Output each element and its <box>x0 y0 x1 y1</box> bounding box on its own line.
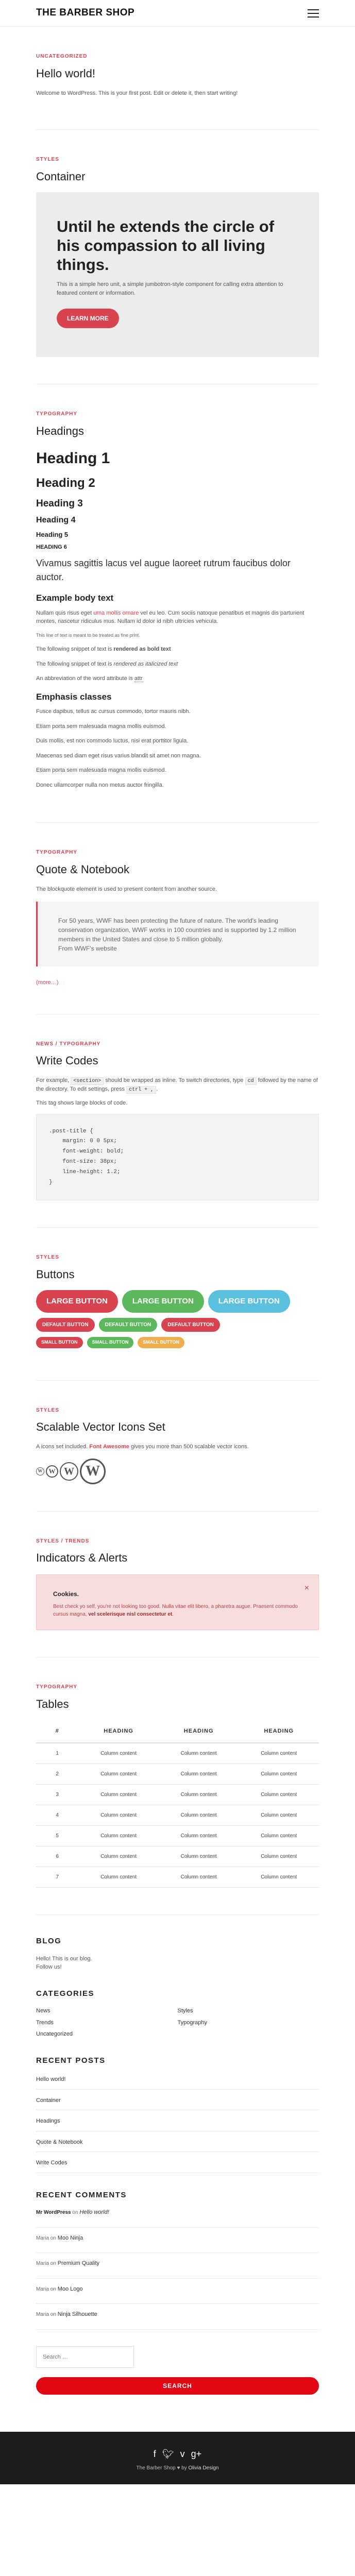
post-tables <box>36 1657 319 1915</box>
example-body-title: Example body text <box>36 593 114 603</box>
heart-icon: ♥ <box>177 2465 180 2471</box>
footer-credit: The Barber Shop ♥ by Olivia Design <box>136 2465 219 2471</box>
lead-text: Vivamus sagittis lacus vel augue laoreet rutrum faucibus dolor auctor. <box>36 558 291 583</box>
post-title[interactable]: Tables <box>36 1697 69 1710</box>
table-cell: Column content <box>239 1846 319 1867</box>
text-primary: Etiam porta sem malesuada magna mollis euismod. <box>36 723 166 730</box>
table-cell: Column content <box>78 1846 159 1867</box>
hero-text: This is a simple hero unit, a simple jumbotron-style component for calling extra attention to featured content or information. <box>57 281 283 296</box>
vimeo-icon[interactable]: v <box>180 2448 185 2459</box>
close-icon[interactable]: × <box>304 1584 309 1593</box>
table-cell: Column content <box>159 1785 239 1805</box>
data-table <box>36 1720 319 1888</box>
search-button[interactable]: SEARCH <box>36 2377 319 2395</box>
heading-2: Heading 2 <box>36 476 95 490</box>
recent-comments-widget <box>36 2190 319 2330</box>
post-icons <box>36 1381 319 1512</box>
icons-description: A icons set included. Font Awesome gives you more than 500 scalable vector icons. <box>36 1444 249 1450</box>
default-green-button[interactable]: DEFAULT BUTTON <box>99 1318 158 1332</box>
table-cell: Column content <box>159 1764 239 1785</box>
search-input[interactable] <box>36 2346 134 2368</box>
post-alerts <box>36 1512 319 1658</box>
post-category[interactable]: STYLES <box>36 157 59 162</box>
table-cell: Column content <box>239 1743 319 1764</box>
post-title[interactable]: Buttons <box>36 1267 75 1281</box>
widget-title: RECENT POSTS <box>36 2056 106 2065</box>
small-red-button[interactable]: SMALL BUTTON <box>36 1337 83 1348</box>
column-header: # <box>36 1720 78 1743</box>
widget-title: BLOG <box>36 1937 62 1946</box>
body-link[interactable]: urna mollis ornare <box>93 609 139 616</box>
wordpress-icon: W <box>60 1462 78 1481</box>
quote-cite: From WWF's website <box>58 945 117 953</box>
table-cell: Column content <box>78 1867 159 1888</box>
blockquote <box>36 902 319 967</box>
emphasis-title: Emphasis classes <box>36 691 112 702</box>
default-red-button[interactable]: DEFAULT BUTTON <box>36 1318 95 1332</box>
row-number: 4 <box>36 1805 78 1826</box>
designer-link[interactable]: Olivia Design <box>188 2465 219 2471</box>
text-info: Maecenas sed diam eget risus varius blandit sit amet non magna. <box>36 752 201 759</box>
table-row <box>36 1826 319 1846</box>
category-link-typography[interactable]: Typography <box>177 2019 207 2026</box>
font-awesome-link[interactable]: Font Awesome <box>89 1444 129 1450</box>
sidebar-widgets <box>36 1915 319 2432</box>
post-container <box>36 130 319 384</box>
post-category[interactable]: UNCATEGORIZED <box>36 54 88 59</box>
post-title[interactable]: Write Codes <box>36 1054 98 1067</box>
code-block: .post-title { margin: 0 0 5px; font-weight: bold; font-size: 38px; line-height: 1.2; } <box>36 1114 319 1201</box>
post-buttons <box>36 1228 319 1381</box>
category-link-uncategorized[interactable]: Uncategorized <box>36 2031 73 2038</box>
post-category[interactable]: STYLES <box>36 1407 59 1413</box>
text-muted: Fusce dapibus, tellus ac cursus commodo, tortor mauris nibh. <box>36 708 191 715</box>
column-header: HEADING <box>159 1720 239 1743</box>
small-green-button[interactable]: SMALL BUTTON <box>87 1337 134 1348</box>
recent-post-link[interactable]: Hello world! <box>36 2076 66 2083</box>
heading-3: Heading 3 <box>36 498 83 509</box>
table-cell: Column content <box>159 1826 239 1846</box>
comment-item: Maria on Moo Logo <box>36 2279 319 2304</box>
body-paragraph: Nullam quis risus eget urna mollis ornare vel eu leo. Cum sociis natoque penatibus et magnis dis parturient montes, nascetur ridiculus mus. Nullam id dolor id nibh ultricies vehicula. <box>36 609 305 625</box>
bold-example: The following snippet of text is rendered as bold text <box>36 646 171 653</box>
recent-post-link[interactable]: Headings <box>36 2118 60 2125</box>
google-plus-icon[interactable]: g+ <box>191 2448 202 2459</box>
table-cell: Column content <box>78 1805 159 1826</box>
quote-intro: The blockquote element is used to present content from another source. <box>36 886 217 892</box>
post-title[interactable]: Scalable Vector Icons Set <box>36 1420 165 1434</box>
post-category[interactable]: STYLES <box>36 1255 59 1261</box>
comment-author[interactable]: Mr WordPress <box>36 2210 71 2216</box>
post-title[interactable]: Indicators & Alerts <box>36 1551 128 1565</box>
category-link-trends[interactable]: Trends <box>36 2019 54 2026</box>
heading-4: Heading 4 <box>36 516 76 525</box>
post-title[interactable]: Container <box>36 170 86 183</box>
row-number: 2 <box>36 1764 78 1785</box>
table-cell: Column content <box>78 1826 159 1846</box>
comment-post-link[interactable]: Hello world! <box>79 2209 109 2216</box>
alert-title: Cookies. <box>53 1590 79 1598</box>
table-cell: Column content <box>78 1743 159 1764</box>
column-header: HEADING <box>239 1720 319 1743</box>
table-row <box>36 1743 319 1764</box>
widget-title: CATEGORIES <box>36 1989 95 1998</box>
categories-widget <box>36 1988 319 2039</box>
table-cell: Column content <box>239 1867 319 1888</box>
row-number: 6 <box>36 1846 78 1867</box>
site-footer <box>0 2432 355 2484</box>
text-success: Duis mollis, est non commodo luctus, nisi erat porttitor ligula. <box>36 738 189 744</box>
heading-5: Heading 5 <box>36 531 69 539</box>
hero-title: Until he extends the circle of his compassion to all living things. <box>57 217 275 274</box>
row-number: 3 <box>36 1785 78 1805</box>
post-category[interactable]: TYPOGRAPHY <box>36 850 78 856</box>
category-link-styles[interactable]: Styles <box>177 2008 193 2014</box>
table-cell: Column content <box>239 1805 319 1826</box>
comment-item: Maria on Ninja Silhouette <box>36 2304 319 2330</box>
icon-sizes-row <box>36 1459 319 1484</box>
row-number: 7 <box>36 1867 78 1888</box>
category-link-news[interactable]: News <box>36 2008 50 2014</box>
table-cell: Column content <box>78 1785 159 1805</box>
comment-item: Maria on Moo Ninja <box>36 2228 319 2253</box>
recent-post-link[interactable]: Write Codes <box>36 2160 67 2166</box>
large-red-button[interactable]: LARGE BUTTON <box>36 1290 118 1313</box>
post-excerpt: Welcome to WordPress. This is your first post. Edit or delete it, then start writing! <box>36 90 238 96</box>
recent-post-link[interactable]: Container <box>36 2097 61 2104</box>
text-danger: Donec ullamcorper nulla non metus auctor fringilla. <box>36 782 164 788</box>
large-blue-button[interactable]: LARGE BUTTON <box>208 1290 290 1313</box>
table-cell: Column content <box>239 1764 319 1785</box>
post-title[interactable]: Quote & Notebook <box>36 862 130 876</box>
comment-post-link[interactable]: Ninja Silhouette <box>57 2311 97 2318</box>
table-row <box>36 1764 319 1785</box>
row-number: 5 <box>36 1826 78 1846</box>
post-title[interactable]: Hello world! <box>36 66 95 80</box>
site-title[interactable]: THE BARBER SHOP <box>36 7 135 19</box>
quote-text: For 50 years, WWF has been protecting the future of nature. The world's leading conservation organization, WWF works in 100 countries and is supported by 1.2 million members in the United States and close to 5 million globally. <box>58 917 296 943</box>
recent-post-link[interactable]: Quote & Notebook <box>36 2139 83 2145</box>
read-more-link[interactable]: (more…) <box>36 979 59 986</box>
post-category[interactable]: TYPOGRAPHY <box>36 1684 78 1690</box>
hero-unit <box>36 192 319 358</box>
default-red-button-2[interactable]: DEFAULT BUTTON <box>161 1318 220 1332</box>
text-warning: Etiam porta sem malesuada magna mollis euismod. <box>36 767 166 774</box>
heading-1: Heading 1 <box>36 449 110 467</box>
post-headings <box>36 384 319 823</box>
table-cell: Column content <box>159 1846 239 1867</box>
search-widget <box>36 2346 319 2395</box>
alert-text: Best check yo self, you're not looking too good. Nulla vitae elit libero, a pharetra augue. Praesent commodo cursus magna, vel scelerisque nisl consectetur et. <box>53 1604 298 1618</box>
wordpress-icon: W <box>80 1459 106 1484</box>
comment-author: Maria <box>36 2312 49 2318</box>
blog-widget <box>36 1936 319 1972</box>
main-content <box>36 27 319 2432</box>
alert-box <box>36 1574 319 1630</box>
social-links <box>0 2447 355 2461</box>
table-row <box>36 1846 319 1867</box>
comment-item: Mr WordPress on Hello world! <box>36 2208 319 2228</box>
blog-text: Follow us! <box>36 1964 62 1971</box>
wordpress-icon: W <box>36 1467 44 1476</box>
fine-print: This line of text is meant to be treated as fine print. <box>36 632 140 638</box>
abbr-example: An abbreviation of the word attribute is attr <box>36 675 143 682</box>
post-quote <box>36 823 319 1014</box>
wordpress-icon: W <box>46 1465 58 1478</box>
menu-icon[interactable] <box>308 9 319 18</box>
blog-text: Hello! This is our blog. <box>36 1955 92 1962</box>
heading-6: HEADING 6 <box>36 544 67 550</box>
column-header: HEADING <box>78 1720 159 1743</box>
comment-post-link[interactable]: Premium Quality <box>57 2260 99 2267</box>
comment-author: Maria <box>36 2286 49 2292</box>
comment-post-link[interactable]: Moo Ninja <box>57 2234 83 2241</box>
table-cell: Column content <box>159 1743 239 1764</box>
twitter-icon[interactable]: 🐦︎ <box>162 2448 174 2459</box>
learn-more-button[interactable]: LEARN MORE <box>57 309 119 328</box>
recent-posts-widget <box>36 2055 319 2173</box>
comment-post-link[interactable]: Moo Logo <box>57 2285 83 2292</box>
facebook-icon[interactable]: f <box>153 2448 156 2459</box>
post-write-codes <box>36 1014 319 1228</box>
table-row <box>36 1785 319 1805</box>
table-row <box>36 1867 319 1888</box>
table-cell: Column content <box>239 1826 319 1846</box>
post-hello-world <box>36 27 319 130</box>
post-category[interactable]: NEWS / TYPOGRAPHY <box>36 1041 101 1047</box>
italic-example: The following snippet of text is rendered as italicized text <box>36 660 178 667</box>
post-category[interactable]: TYPOGRAPHY <box>36 411 78 417</box>
table-header-row <box>36 1720 319 1743</box>
table-cell: Column content <box>159 1867 239 1888</box>
small-orange-button[interactable]: SMALL BUTTON <box>138 1337 184 1348</box>
table-cell: Column content <box>159 1805 239 1826</box>
table-cell: Column content <box>239 1785 319 1805</box>
post-category[interactable]: STYLES / TRENDS <box>36 1538 90 1544</box>
comment-item: Maria on Premium Quality <box>36 2253 319 2279</box>
site-header <box>0 0 355 27</box>
row-number: 1 <box>36 1743 78 1764</box>
large-green-button[interactable]: LARGE BUTTON <box>122 1290 204 1313</box>
table-cell: Column content <box>78 1764 159 1785</box>
comment-author: Maria <box>36 2235 49 2241</box>
post-title[interactable]: Headings <box>36 424 84 437</box>
widget-title: RECENT COMMENTS <box>36 2190 127 2199</box>
comment-author: Maria <box>36 2261 49 2267</box>
code-block-intro: This tag shows large blocks of code. <box>36 1100 128 1107</box>
inline-code-paragraph: For example, <section> should be wrapped as inline. To switch directories, type cd followed by the name of the directory. To edit settings, press ctrl + , . <box>36 1077 318 1093</box>
table-row <box>36 1805 319 1826</box>
